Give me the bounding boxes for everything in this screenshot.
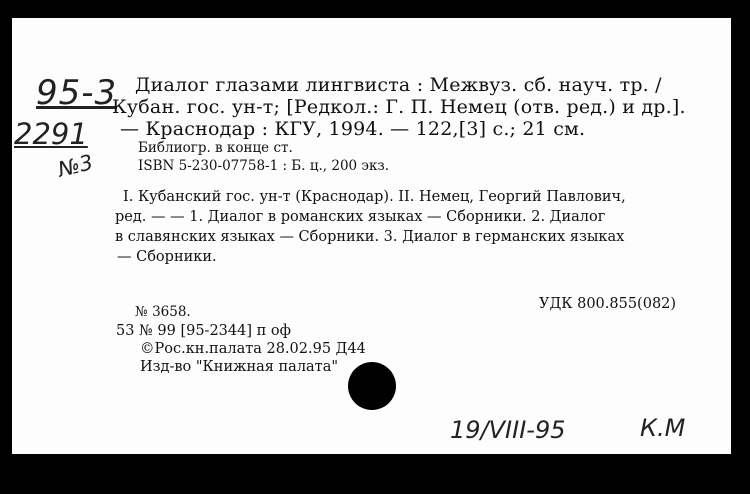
punch-hole (348, 362, 396, 410)
tracing-line-1: I. Кубанский гос. ун-т (Краснодар). II. Немец, Георгий Павлович, (123, 189, 626, 205)
entry-isbn: ISBN 5-230-07758-1 : Б. ц., 200 экз. (138, 158, 390, 174)
handwritten-shelf-mark: 95-3 (36, 73, 118, 113)
catalog-card (12, 18, 731, 454)
tracing-line-4: — Сборники. (117, 249, 217, 265)
tracing-line-2: ред. — — 1. Диалог в романских языках — Сборники. 2. Диалог (115, 209, 606, 225)
book-chamber-line: ©Рос.кн.палата 28.02.95 Д44 (140, 341, 366, 357)
entry-title-line-2: Кубан. гос. ун-т; [Редкол.: Г. П. Немец (отв. ред.) и др.]. (112, 96, 686, 118)
entry-title-line-1: Диалог глазами лингвиста : Межвуз. сб. науч. тр. / (135, 74, 662, 96)
handwritten-number: 2291 (14, 117, 88, 151)
udk-code: УДК 800.855(082) (539, 296, 677, 312)
tracing-line-3: в славянских языках — Сборники. 3. Диалог в германских языках (115, 229, 625, 245)
handwritten-initials: К.М (640, 414, 686, 442)
publisher-line: Изд-во "Книжная палата" (140, 359, 339, 375)
handwritten-note: №3 (55, 150, 96, 182)
entry-imprint-line: — Краснодар : КГУ, 1994. — 122,[3] с.; 21 см. (120, 118, 586, 140)
handwritten-date: 19/VIII-95 (450, 416, 566, 444)
card-number: № 3658. (135, 304, 191, 320)
code-line: 53 № 99 [95-2344] п оф (116, 323, 291, 339)
entry-bibliography-note: Библиогр. в конце ст. (138, 140, 293, 156)
